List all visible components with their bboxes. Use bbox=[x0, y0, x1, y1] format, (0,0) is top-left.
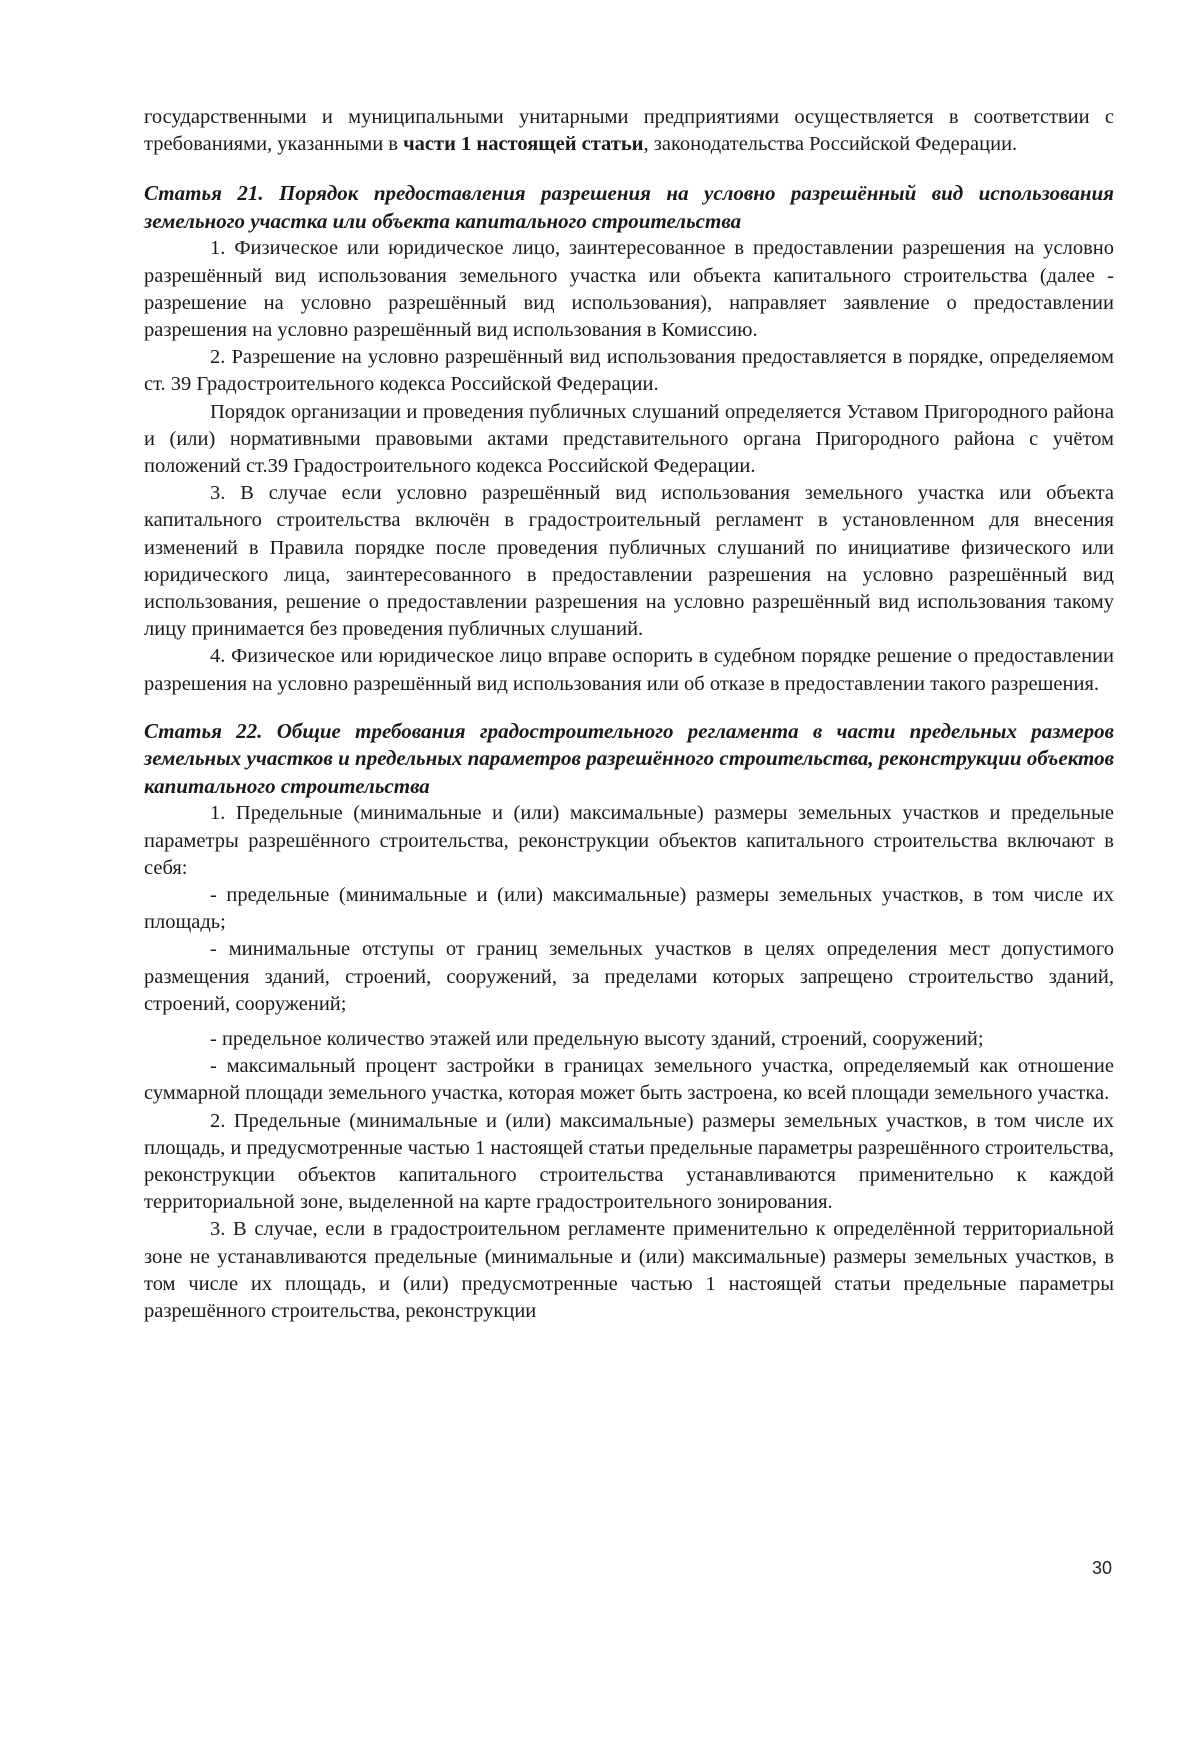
document-page bbox=[144, 104, 1114, 1325]
article-22-list-item-4: - максимальный процент застройки в границах земельного участка, определяемый как отношение суммарной площади земельного участка, которая может быть застроена, ко всей площади земельного участка. bbox=[144, 1055, 1114, 1105]
article-21-paragraph-3: Порядок организации и проведения публичных слушаний определяется Уставом Пригородного района и (или) нормативными правовыми актами представительного органа Пригородного района с учётом положений ст.39 Градостроительного кодекса Российской Федерации. bbox=[144, 400, 1114, 478]
intro-text: государственными и муниципальными унитарными предприятиями осуществляется в соответствии с требованиями, указанными в bbox=[144, 106, 1114, 156]
article-21-paragraph-2: 2. Разрешение на условно разрешённый вид использования предоставляется в порядке, определяемом ст. 39 Градостроительного кодекса Российской Федерации. bbox=[144, 346, 1114, 396]
article-21-heading: Статья 21. Порядок предоставления разрешения на условно разрешённый вид использования земельного участка или объекта капитального строительства bbox=[144, 181, 1114, 233]
intro-paragraph bbox=[144, 104, 1114, 158]
article-22-paragraph-3: 3. В случае, если в градостроительном регламенте применительно к определённой территориальной зоне не устанавливаются предельные (минимальные и (или) максимальные) размеры земельных участков, в том числе их площадь, и (или) предусмотренные частью 1 настоящей статьи предельные параметры разрешённого строительства, реконструкции bbox=[144, 1218, 1114, 1323]
article-22-list-item-1: - предельные (минимальные и (или) максимальные) размеры земельных участков, в том числе их площадь; bbox=[144, 883, 1114, 934]
intro-text-end: , законодательства Российской Федерации. bbox=[643, 133, 1018, 156]
article-22-paragraph-1: 1. Предельные (минимальные и (или) максимальные) размеры земельных участков и предельные параметры разрешённого строительства, реконструкции объектов капитального строительства включают в себя: bbox=[144, 802, 1114, 879]
intro-bold-reference: части 1 настоящей статьи bbox=[403, 133, 644, 156]
article-22-list-item-3: - предельное количество этажей или предельную высоту зданий, строений, сооружений; bbox=[210, 1027, 984, 1050]
article-22-paragraph-2: 2. Предельные (минимальные и (или) максимальные) размеры земельных участков, в том числе их площадь, и предусмотренные частью 1 настоящей статьи предельные параметры разрешённого строительства, реконструкции объектов капитального строительства устанавливаются применительно к каждой территориальной зоне, выделенной на карте градостроительного зонирования. bbox=[144, 1109, 1114, 1214]
article-22-heading: Статья 22. Общие требования градостроительного регламента в части предельных размеров земельных участков и предельных параметров разрешённого строительства, реконструкции объектов капитального строительства bbox=[144, 718, 1114, 798]
article-21-paragraph-5: 4. Физическое или юридическое лицо вправе оспорить в судебном порядке решение о предоставлении разрешения на условно разрешённый вид использования или об отказе в предоставлении такого разрешения. bbox=[144, 645, 1114, 695]
article-21-paragraph-4: 3. В случае если условно разрешённый вид использования земельного участка или объекта капитального строительства включён в градостроительный регламент в установленном для внесения изменений в Правила порядке после проведения публичных слушаний по инициативе физического или юридического лица, заинтересованного в предоставлении разрешения на условно разрешённый вид использования, решение о предоставлении разрешения на условно разрешённый вид использования такому лицу принимается без проведения публичных слушаний. bbox=[144, 482, 1114, 641]
page-number: 30 bbox=[1091, 1558, 1112, 1578]
article-21-paragraph-1: 1. Физическое или юридическое лицо, заинтересованное в предоставлении разрешения на условно разрешённый вид использования земельного участка или объекта капитального строительства (далее - разрешение на условно разрешённый вид использования), направляет заявление о предоставлении разрешения на условно разрешённый вид использования в Комиссию. bbox=[144, 237, 1114, 342]
article-22-list-item-2: - минимальные отступы от границ земельных участков в целях определения мест допустимого размещения зданий, строений, сооружений, за пределами которых запрещено строительство зданий, строений, сооружений; bbox=[144, 938, 1114, 1015]
